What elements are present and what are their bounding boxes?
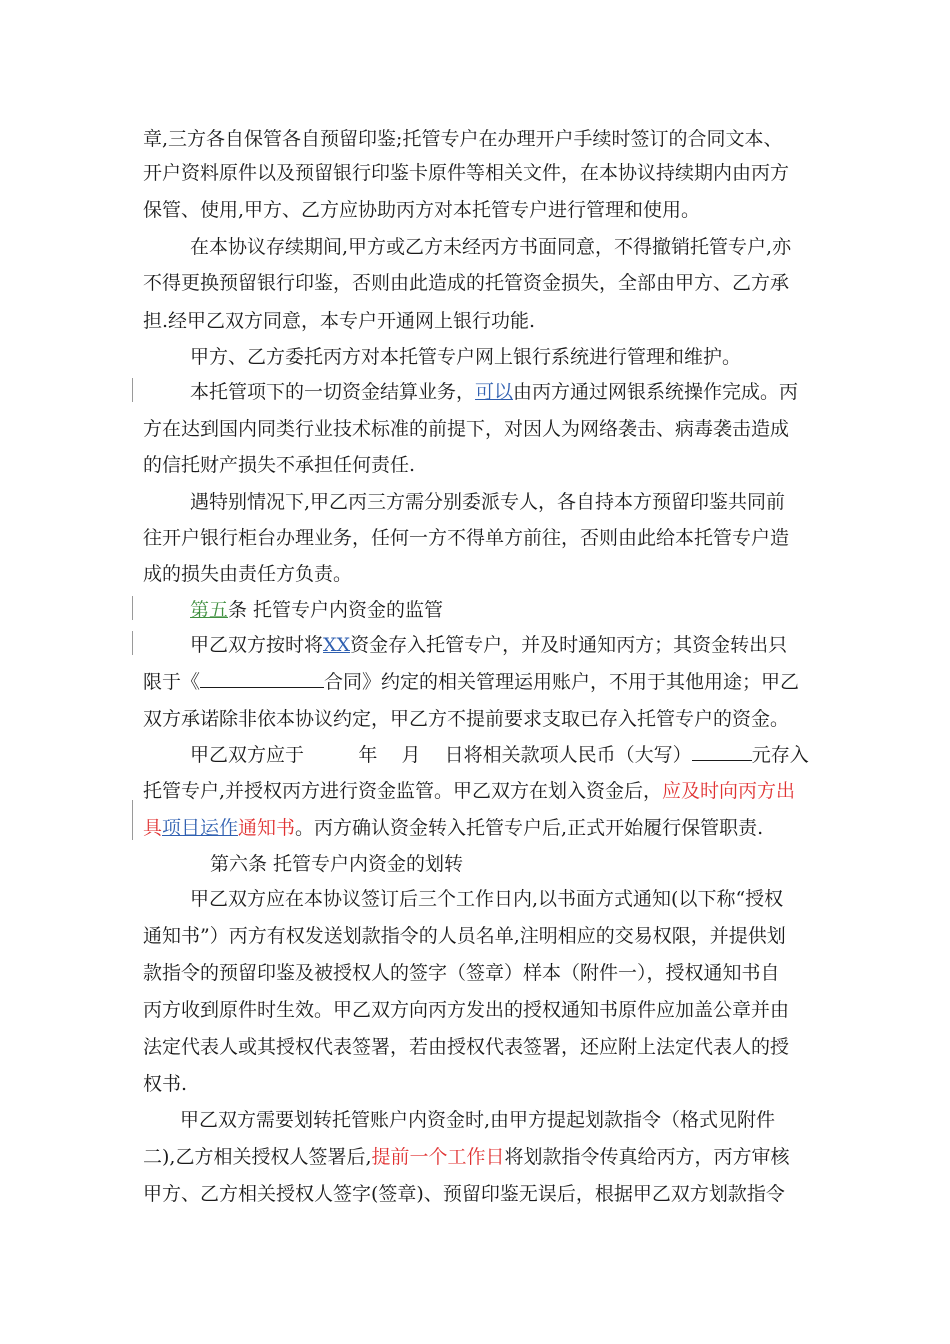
paragraph-line: 担.经甲乙双方同意，本专户开通网上银行功能.	[143, 310, 536, 332]
paragraph-line: 通知书”）丙方有权发送划款指令的人员名单,注明相应的交易权限，并提供划	[143, 925, 786, 947]
paragraph-line: 章,三方各自保管各自预留印鉴;托管专户在办理开户手续时签订的合同文本、	[143, 128, 783, 150]
revision-bar	[132, 378, 133, 402]
paragraph-line: 款指令的预留印鉴及被授权人的签字（签章）样本（附件一），授权通知书自	[143, 962, 780, 984]
paragraph-line	[143, 669, 799, 695]
paragraph-line	[190, 379, 798, 405]
article-heading: 第六条 托管专户内资金的划转	[210, 853, 464, 875]
paragraph-line: 甲乙双方应在本协议签订后三个工作日内,以书面方式通知(以下称“授权	[190, 888, 784, 910]
inserted-text: 项目运作	[162, 817, 239, 839]
text-run: 条 托管专户内资金的监管	[228, 599, 444, 621]
inserted-text: XX	[323, 634, 351, 656]
text-run: 本托管项下的一切资金结算业务，	[190, 381, 476, 403]
text-run: 甲乙双方应于 年 月 日将相关款项人民币（大写）	[190, 744, 692, 766]
inserted-text: 可以	[475, 381, 514, 403]
paragraph-line: 甲方、乙方相关授权人签字(签章)、预留印鉴无误后，根据甲乙双方划款指令	[143, 1183, 785, 1205]
text-run: 合同》约定的相关管理运用账户，不用于其他用途；甲乙	[324, 671, 800, 693]
revision-bar	[132, 800, 133, 840]
text-run: 资金存入托管专户，并及时通知丙方；其资金转出只	[350, 634, 788, 656]
revision-bar	[132, 596, 133, 620]
paragraph-line: 甲方、乙方委托丙方对本托管专户网上银行系统进行管理和维护。	[190, 346, 742, 368]
paragraph-line: 在本协议存续期间,甲方或乙方未经丙方书面同意，不得撤销托管专户,亦	[190, 236, 792, 258]
text-run: 将划款指令传真给丙方，丙方审核	[504, 1146, 790, 1168]
paragraph-line: 权书.	[143, 1073, 188, 1095]
text-run: 限于《	[143, 671, 201, 693]
paragraph-line: 的信托财产损失不承担任何责任.	[143, 454, 416, 476]
paragraph-line: 法定代表人或其授权代表签署，若由授权代表签署，还应附上法定代表人的授	[143, 1036, 790, 1058]
paragraph-line: 往开户银行柜台办理业务，任何一方不得单方前往，否则由此给本托管专户造	[143, 527, 790, 549]
text-run: 托管专户,并授权丙方进行资金监管。甲乙双方在划入资金后，	[143, 780, 663, 802]
inserted-text: 第五	[190, 599, 229, 621]
paragraph-line: 成的损失由责任方负责。	[143, 563, 353, 585]
text-run: 。丙方确认资金转入托管专户后,正式开始履行保管职责.	[295, 817, 764, 839]
highlighted-text: 提前一个工作日	[371, 1146, 505, 1168]
text-run: 甲乙双方按时将	[190, 634, 324, 656]
paragraph-line: 丙方收到原件时生效。甲乙双方向丙方发出的授权通知书原件应加盖公章并由	[143, 999, 790, 1021]
paragraph-line: 开户资料原件以及预留银行印鉴卡原件等相关文件，在本协议持续期内由丙方	[143, 162, 790, 184]
text-run: 元存入	[751, 744, 809, 766]
paragraph-line: 方在达到国内同类行业技术标准的前提下，对因人为网络袭击、病毒袭击造成	[143, 418, 790, 440]
blank-underline	[200, 669, 324, 688]
paragraph-line	[190, 632, 787, 658]
paragraph-line: 保管、使用,甲方、乙方应协助丙方对本托管专户进行管理和使用。	[143, 199, 701, 221]
paragraph-line: 不得更换预留银行印鉴，否则由此造成的托管资金损失，全部由甲方、乙方承	[143, 272, 790, 294]
text-run: 二),乙方相关授权人签署后,	[143, 1146, 372, 1168]
text-run: 由丙方通过网银系统操作完成。丙	[513, 381, 799, 403]
blank-underline	[692, 742, 752, 761]
highlighted-text: 具	[143, 817, 163, 839]
paragraph-line: 双方承诺除非依本协议约定，甲乙方不提前要求支取已存入托管专户的资金。	[143, 708, 790, 730]
highlighted-text: 应及时向丙方出	[662, 780, 796, 802]
paragraph-line	[190, 742, 809, 768]
highlighted-text: 通知书	[238, 817, 296, 839]
paragraph-line	[143, 1144, 790, 1170]
paragraph-line: 遇特别情况下,甲乙丙三方需分别委派专人，各自持本方预留印鉴共同前	[190, 491, 786, 513]
article-heading	[190, 597, 443, 623]
paragraph-line: 甲乙双方需要划转托管账户内资金时,由甲方提起划款指令（格式见附件	[180, 1109, 776, 1131]
paragraph-line	[143, 815, 763, 841]
paragraph-line	[143, 778, 795, 804]
revision-bar	[132, 631, 133, 655]
